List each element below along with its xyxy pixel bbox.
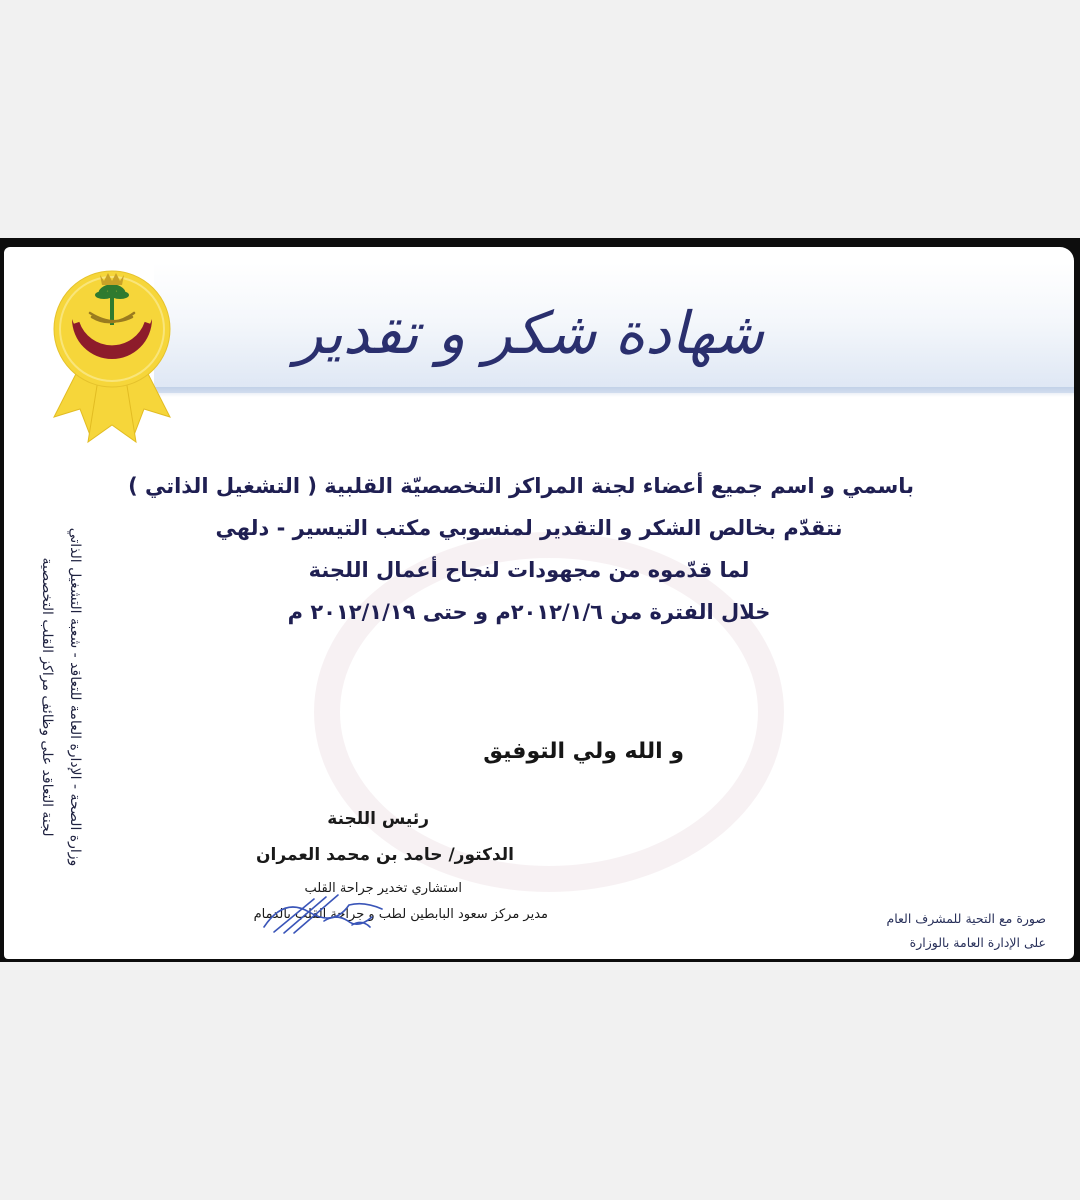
body-line-2: نتقدّم بخالص الشكر و التقدير لمنسوبي مكتب التيسير - دلهي	[215, 516, 843, 540]
certificate-paper	[4, 247, 1074, 959]
certificate-body	[128, 465, 914, 633]
copy-note	[834, 907, 1046, 955]
side-text-line1: وزارة الصحة - الإدارة العامة للتعاقد - شعبة التشغيل الذاتي	[67, 527, 83, 867]
handwritten-signature	[254, 877, 394, 937]
body-line-3: لما قدّموه من مجهودات لنجاح أعمال اللجنة	[308, 558, 750, 582]
signatory-title-2: مدير مركز سعود البابطين لطب و جراحة القلب بالدمام	[253, 907, 548, 922]
signatory-role: رئيس اللجنة	[327, 809, 429, 829]
saudi-emblem-rosette-icon	[42, 267, 182, 447]
body-line-1: باسمي و اسم جميع أعضاء لجنة المراكز التخصصيّة القلبية ( التشغيل الذاتي )	[128, 474, 914, 498]
closing-phrase: و الله ولي التوفيق	[483, 739, 684, 764]
photo-frame	[0, 238, 1080, 962]
certificate-title: شهادة شكر و تقدير	[294, 299, 764, 367]
signatory-title-1: استشاري تخدير جراحة القلب	[304, 881, 462, 896]
signatory-name: الدكتور/ حامد بن محمد العمران	[256, 845, 514, 865]
side-text-line2: لجنة التعاقد على وظائف مراكز القلب التخصصية	[39, 557, 55, 837]
copy-note-line2: على الإدارة العامة بالوزارة	[909, 935, 1046, 950]
body-line-4-dates: خلال الفترة من ٢٠١٢/١/٦م و حتى ٢٠١٢/١/١٩ م	[287, 600, 771, 624]
copy-note-line1: صورة مع التحية للمشرف العام	[886, 911, 1046, 926]
header-shadow	[154, 387, 1074, 397]
side-margin-text	[16, 447, 106, 947]
